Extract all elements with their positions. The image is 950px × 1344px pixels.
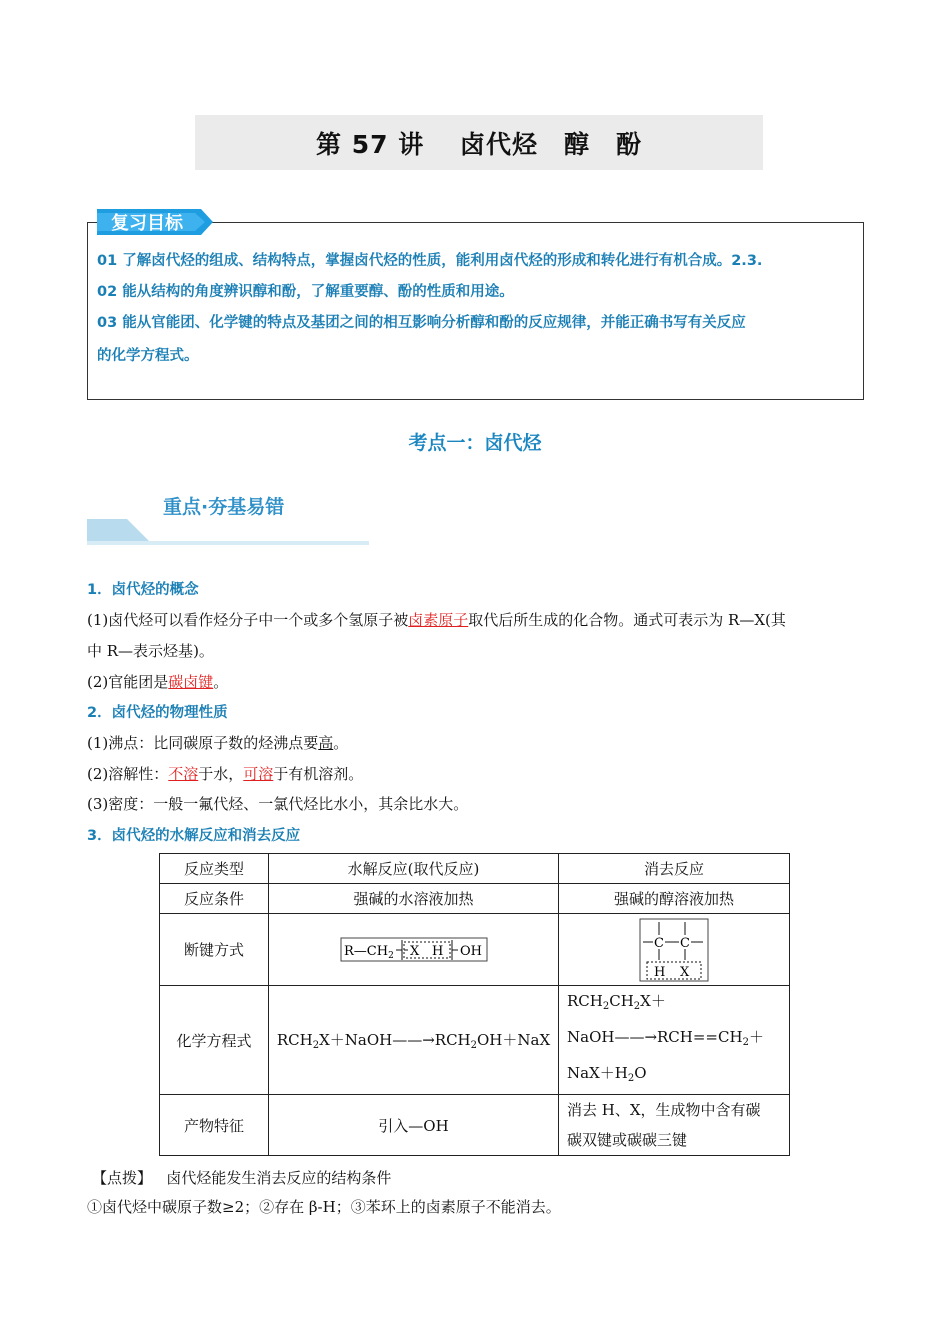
s2-heading: 2．卤代烃的物理性质 <box>87 705 228 721</box>
table-cell <box>559 1095 790 1156</box>
bond-rch2: $R—CH_2$ <box>343 943 394 961</box>
elim-eq-line-1: $RCH_2CH_2X+$ <box>567 992 666 1012</box>
s3-heading: 3．卤代烃的水解反应和消去反应 <box>87 828 301 844</box>
bond-h: H <box>431 943 443 959</box>
table-cell: 反应条件 <box>160 884 269 914</box>
hydrolysis-bond-svg <box>340 936 488 964</box>
s1-heading: 1．卤代烃的概念 <box>87 582 199 598</box>
table-row <box>160 854 790 884</box>
table-row <box>160 914 790 986</box>
product-elim-line-2: 碳双键或碳碳三键 <box>567 1131 688 1149</box>
page-title: 第 57 讲 卤代烃 醇 酚 <box>195 115 763 170</box>
s1-p1: (1)卤代烃可以看作烃分子中一个或多个氢原子被卤素原子取代后所生成的化合物。通式可表示为 R—X(其 <box>87 611 786 629</box>
objective-line-2: 02 能从结构的角度辨识醇和酚，了解重要醇、酚的性质和用途。 <box>97 284 514 300</box>
table-cell: 断键方式 <box>160 914 269 986</box>
hydrolysis-equation: $RCH_2X+NaOH——\to RCH_2OH+NaX$ <box>269 986 559 1095</box>
table-cell: 化学方程式 <box>160 986 269 1095</box>
table-row <box>160 884 790 914</box>
s2-p2: (2)溶解性：不溶于水，可溶于有机溶剂。 <box>87 765 364 783</box>
bond-x: X <box>409 943 419 959</box>
elim-c2: C <box>680 935 690 951</box>
table-cell: 产物特征 <box>160 1095 269 1156</box>
tip-line-2: ①卤代烃中碳原子数≥2；②存在 β-H；③苯环上的卤素原子不能消去。 <box>87 1198 561 1216</box>
elimination-bond-svg <box>639 918 709 982</box>
hydrolysis-bond-diagram <box>269 914 559 986</box>
objective-line-3: 03 能从官能团、化学键的特点及基团之间的相互影响分析醇和酚的反应规律，并能正确书写有关反应 <box>97 315 746 331</box>
table-cell: 反应类型 <box>160 854 269 884</box>
elim-eq-line-2: $NaOH——\to RCH==CH_2+$ <box>567 1028 764 1048</box>
s2-p3: (3)密度：一般一氟代烃、一氯代烃比水小，其余比水大。 <box>87 795 469 813</box>
reaction-table <box>159 853 790 1156</box>
objectives-tag-label: 复习目标 <box>111 213 183 234</box>
product-elim-line-1: 消去 H、X，生成物中含有碳 <box>567 1101 761 1119</box>
elim-c1: C <box>654 935 664 951</box>
s1-p2: (2)官能团是碳卤键。 <box>87 673 229 691</box>
objective-line-4: 的化学方程式。 <box>97 348 199 364</box>
tip-line-1: 【点拨】 卤代烃能发生消去反应的结构条件 <box>92 1169 392 1187</box>
section-heading: 考点一：卤代烃 <box>408 432 542 454</box>
elimination-bond-diagram <box>559 914 790 986</box>
elim-h: H <box>654 964 666 980</box>
table-row <box>160 986 790 1095</box>
elim-x: X <box>680 964 690 980</box>
objectives-tag <box>97 207 215 237</box>
table-cell: 强碱的醇溶液加热 <box>559 884 790 914</box>
bond-oh: OH <box>459 943 482 959</box>
elim-eq-line-3: $NaX+H_2O$ <box>567 1064 647 1084</box>
s1-p1-cont: 中 R—表示烃基)。 <box>87 642 214 660</box>
table-cell: 水解反应(取代反应) <box>269 854 559 884</box>
table-row <box>160 1095 790 1156</box>
table-cell: 引入—OH <box>269 1095 559 1156</box>
elimination-equation <box>559 986 790 1095</box>
table-cell: 强碱的水溶液加热 <box>269 884 559 914</box>
zhongdian-banner-graphic <box>87 515 369 549</box>
table-cell: 消去反应 <box>559 854 790 884</box>
zhongdian-title: 重点·夯基易错 <box>163 496 285 518</box>
objective-line-1: 01 了解卤代烃的组成、结构特点，掌握卤代烃的性质，能利用卤代烃的形成和转化进行有机合成。2.3. <box>97 253 763 269</box>
s2-p1: (1)沸点：比同碳原子数的烃沸点要高。 <box>87 734 349 752</box>
